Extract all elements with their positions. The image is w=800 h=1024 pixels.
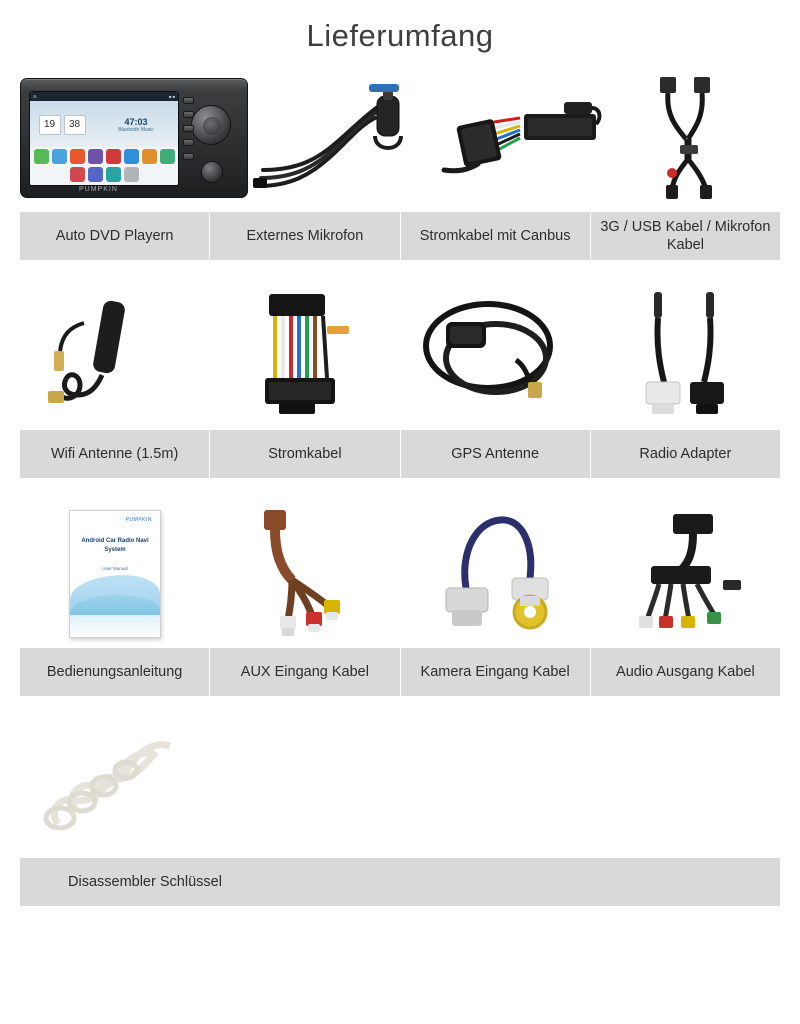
label-radio-adapter: Radio Adapter: [639, 446, 732, 463]
device-button: [183, 139, 194, 146]
cell-wifi-antenna: [20, 282, 210, 430]
label-wifi-antenna: Wifi Antenne (1.5m): [20, 430, 210, 478]
product-row-2: [20, 282, 780, 478]
cell-car-dvd-player: [20, 64, 248, 212]
disassembly-keys-image: [30, 728, 200, 848]
device-clock: [30, 101, 94, 149]
device-statusbar: [30, 92, 178, 101]
wifi-antenna-image: [40, 291, 190, 421]
info-time: 47:03: [124, 116, 148, 127]
product-row-1: [20, 64, 780, 260]
product-row-3: [20, 500, 780, 696]
dock-icon: [124, 167, 139, 182]
device-button: [183, 111, 194, 118]
product-row-4: [20, 718, 780, 906]
dock-icon: [106, 149, 121, 164]
power-cable-image: [235, 286, 375, 426]
cell-empty-a: [210, 714, 400, 862]
statusbar-left: ☰: [33, 93, 37, 99]
usb-3g-mic-cable-image: [632, 73, 752, 203]
device-screen-upper: [30, 101, 178, 149]
cell-user-manual: [20, 500, 210, 648]
product-row-2-labels: [20, 430, 780, 478]
product-row-4-labels: [20, 858, 780, 906]
product-row-4-images: [20, 718, 780, 858]
clock-hour: 19: [39, 115, 61, 135]
product-row-1-images: [20, 64, 780, 212]
row-spacer: [0, 260, 800, 282]
device-dock: [30, 147, 178, 185]
label-audio-output-cable: Audio Ausgang Kabel: [616, 664, 755, 681]
cell-empty-b: [400, 714, 590, 862]
product-row-3-labels: [20, 648, 780, 696]
cell-disassembly-keys: [20, 718, 210, 858]
cell-power-cable-canbus: [424, 64, 604, 212]
manual-subtitle: User Manual: [102, 566, 128, 572]
cell-gps-antenna: [400, 282, 590, 430]
dock-icon: [70, 167, 85, 182]
dock-icon: [52, 149, 67, 164]
external-microphone-image: [251, 78, 421, 198]
cell-empty-c: [590, 714, 780, 862]
audio-output-cable-image: [605, 504, 765, 644]
label-disassembly-keys: Disassembler Schlüssel: [68, 874, 222, 891]
volume-knob: [191, 105, 231, 145]
product-row-2-images: [20, 282, 780, 430]
cell-audio-output-cable: [590, 500, 780, 648]
dock-icon: [124, 149, 139, 164]
cell-camera-input-cable: [400, 500, 590, 648]
radio-adapter-image: [620, 286, 750, 426]
statusbar-right: ■ ■: [169, 93, 175, 99]
label-gps-antenna: GPS Antenne: [401, 430, 591, 478]
manual-title: Android Car Radio Navi System: [81, 538, 149, 554]
label-camera-input-cable: Kamera Eingang Kabel: [401, 648, 591, 696]
device-controls: [179, 85, 239, 191]
product-row-3-images: [20, 500, 780, 648]
dock-icon: [142, 149, 157, 164]
dock-icon: [160, 149, 175, 164]
dock-icon: [106, 167, 121, 182]
dock-icon: [70, 149, 85, 164]
label-usb-3g-mic-cable: 3G / USB Kabel / Mikrofon Kabel: [600, 219, 771, 254]
manual-wave: [70, 615, 160, 637]
manual-brand: PUMPKIN: [125, 517, 152, 524]
device-brand: PUMPKIN: [79, 186, 118, 193]
device-info: [94, 101, 178, 149]
gps-antenna-image: [410, 286, 580, 426]
cell-power-cable: [210, 282, 400, 430]
tune-knob: [201, 161, 223, 183]
label-user-manual: Bedienungsanleitung: [20, 648, 210, 696]
label-power-cable-canbus: Stromkabel mit Canbus: [401, 212, 591, 260]
device-button: [183, 125, 194, 132]
product-row-1-labels: [20, 212, 780, 260]
aux-input-cable-image: [230, 504, 380, 644]
power-cable-canbus-image: [424, 78, 604, 198]
dock-icon: [34, 149, 49, 164]
cell-radio-adapter: [590, 282, 780, 430]
device-button: [183, 153, 194, 160]
device-button: [183, 97, 194, 104]
page-title: Lieferumfang: [306, 18, 494, 53]
label-aux-input-cable: AUX Eingang Kabel: [210, 648, 400, 696]
cell-aux-input-cable: [210, 500, 400, 648]
dock-icon: [88, 149, 103, 164]
device-screen: [29, 91, 179, 186]
camera-input-cable-image: [420, 504, 570, 644]
user-manual-image: [69, 510, 161, 638]
label-power-cable: Stromkabel: [210, 430, 400, 478]
cell-usb-3g-mic-cable: [604, 64, 780, 212]
info-label: Bluetooth Music: [118, 126, 154, 133]
label-external-microphone: Externes Mikrofon: [210, 212, 400, 260]
cell-external-microphone: [248, 64, 424, 212]
clock-minute: 38: [64, 115, 86, 135]
row-spacer: [0, 478, 800, 500]
dock-icon: [88, 167, 103, 182]
label-car-dvd-player: Auto DVD Playern: [20, 212, 210, 260]
car-dvd-player-image: [20, 78, 248, 198]
